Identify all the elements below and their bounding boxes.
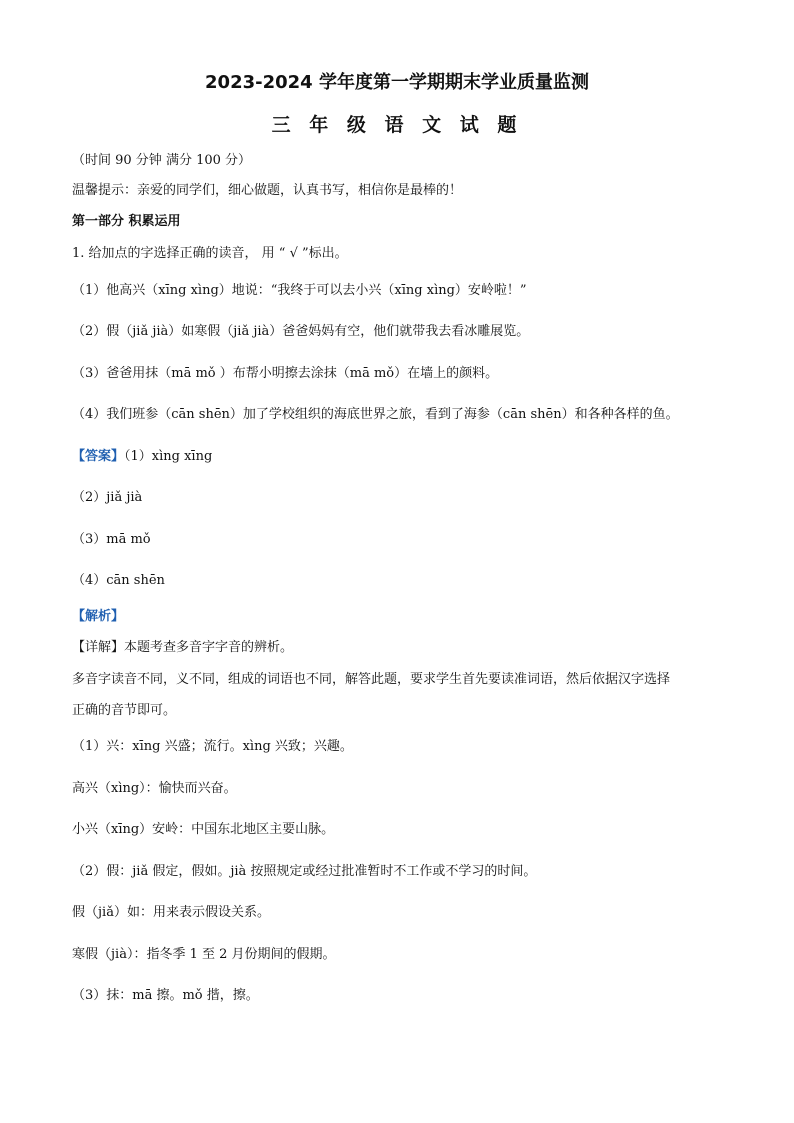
question-item-4: （4）我们班参（cān shēn）加了学校组织的海底世界之旅，看到了海参（cān shēn）和各种各样的鱼。 [72, 407, 679, 422]
analysis-paragraph-1: 多音字读音不同，义不同，组成的词语也不同，解答此题，要求学生首先要读准词语，然后依据汉字选择 [72, 672, 671, 687]
answer-item-4: （4）cān shēn [72, 573, 165, 588]
analysis-note-1: （1）兴：xīng 兴盛；流行。xìng 兴致；兴趣。 [72, 739, 353, 754]
question-prompt: 1. 给加点的字选择正确的读音， 用 “ √ ”标出。 [72, 246, 348, 261]
tip-text: 温馨提示：亲爱的同学们，细心做题，认真书写，相信你是最棒的！ [72, 183, 463, 198]
analysis-note-6: 寒假（jià）：指冬季 1 至 2 月份期间的假期。 [72, 947, 336, 962]
analysis-note-7: （3）抹：mā 擦。mǒ 揩，擦。 [72, 988, 259, 1003]
time-note: （时间 90 分钟 满分 100 分） [72, 153, 252, 168]
analysis-detail: 【详解】本题考查多音字字音的辨析。 [72, 640, 294, 655]
question-item-1: （1）他高兴（xīng xìng）地说：“我终于可以去小兴（xīng xìng）安岭啦！” [72, 283, 527, 298]
question-item-2: （2）假（jiǎ jià）如寒假（jiǎ jià）爸爸妈妈有空，他们就带我去看冰雕展览。 [72, 324, 530, 339]
document-title: 2023-2024 学年度第一学期期末学业质量监测 [205, 72, 589, 93]
analysis-label: 【解析】 [72, 609, 125, 624]
answer-line-1 [72, 448, 212, 466]
analysis-note-5: 假（jiǎ）如：用来表示假设关系。 [72, 905, 270, 920]
analysis-note-2: 高兴（xìng）：愉快而兴奋。 [72, 781, 237, 796]
question-item-3: （3）爸爸用抹（mā mǒ ）布帮小明擦去涂抹（mā mǒ）在墙上的颜料。 [72, 366, 499, 381]
answer-label: 【答案】 [72, 449, 125, 464]
answer-item-1: （1）xìng xīng [124, 449, 213, 464]
answer-item-3: （3）mā mǒ [72, 532, 151, 547]
answer-item-2: （2）jiǎ jià [72, 490, 143, 505]
analysis-paragraph-2: 正确的音节即可。 [72, 703, 177, 718]
document-subtitle: 三 年 级 语 文 试 题 [271, 114, 523, 136]
analysis-note-3: 小兴（xīng）安岭：中国东北地区主要山脉。 [72, 822, 335, 837]
section-heading: 第一部分 积累运用 [72, 214, 181, 229]
analysis-note-4: （2）假：jiǎ 假定，假如。jià 按照规定或经过批准暂时不工作或不学习的时间。 [72, 864, 537, 879]
